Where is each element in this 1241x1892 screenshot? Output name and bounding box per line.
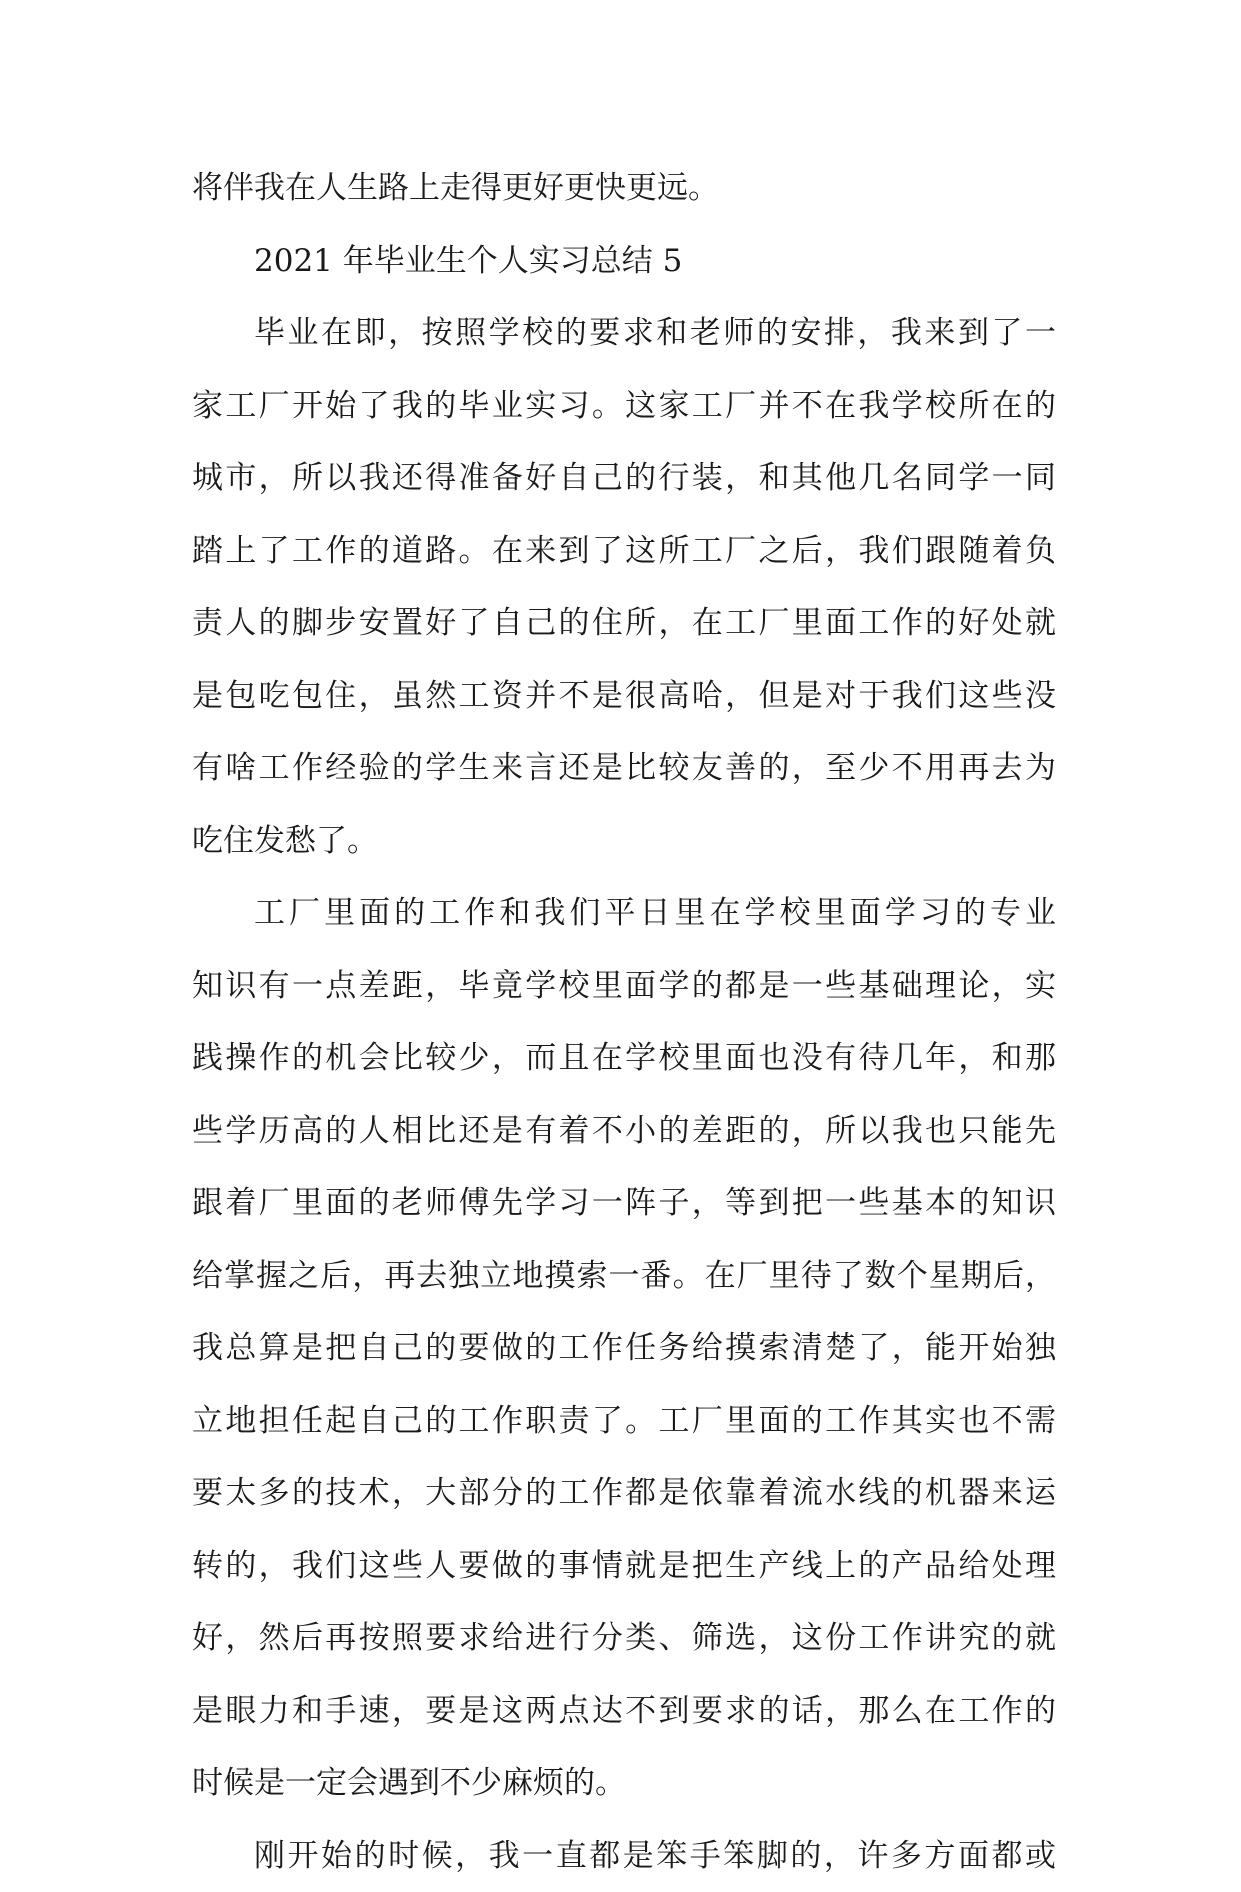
text-line: 给掌握之后，再去独立地摸索一番。在厂里待了数个星期后， [192,1240,1056,1313]
text-line: 将伴我在人生路上走得更好更快更远。 [192,152,1056,225]
text-line: 刚开始的时候，我一直都是笨手笨脚的，许多方面都或 [192,1820,1056,1892]
text-line: 是眼力和手速，要是这两点达不到要求的话，那么在工作的 [192,1675,1056,1748]
heading-line: 2021 年毕业生个人实习总结 5 [192,225,1056,298]
paragraph [192,297,1056,877]
text-line: 是包吃包住，虽然工资并不是很高哈，但是对于我们这些没 [192,660,1056,733]
section-heading [192,225,1056,298]
text-line: 有啥工作经验的学生来言还是比较友善的，至少不用再去为 [192,732,1056,805]
paragraph [192,877,1056,1820]
text-line: 责人的脚步安置好了自己的住所，在工厂里面工作的好处就 [192,587,1056,660]
text-line: 知识有一点差距，毕竟学校里面学的都是一些基础理论，实 [192,950,1056,1023]
text-line: 些学历高的人相比还是有着不小的差距的，所以我也只能先 [192,1095,1056,1168]
text-line: 踏上了工作的道路。在来到了这所工厂之后，我们跟随着负 [192,515,1056,588]
text-line: 好，然后再按照要求给进行分类、筛选，这份工作讲究的就 [192,1602,1056,1675]
paragraph [192,1820,1056,1892]
text-line: 吃住发愁了。 [192,805,1056,878]
text-line: 我总算是把自己的要做的工作任务给摸索清楚了，能开始独 [192,1312,1056,1385]
text-line: 时候是一定会遇到不少麻烦的。 [192,1747,1056,1820]
text-line: 践操作的机会比较少，而且在学校里面也没有待几年，和那 [192,1022,1056,1095]
paragraph-continuation [192,152,1056,225]
text-line: 城市，所以我还得准备好自己的行装，和其他几名同学一同 [192,442,1056,515]
text-line: 立地担任起自己的工作职责了。工厂里面的工作其实也不需 [192,1385,1056,1458]
text-line: 转的，我们这些人要做的事情就是把生产线上的产品给处理 [192,1530,1056,1603]
text-line: 工厂里面的工作和我们平日里在学校里面学习的专业 [192,877,1056,950]
text-line: 跟着厂里面的老师傅先学习一阵子，等到把一些基本的知识 [192,1167,1056,1240]
text-line: 毕业在即，按照学校的要求和老师的安排，我来到了一 [192,297,1056,370]
document-body [192,152,1056,1892]
text-line: 要太多的技术，大部分的工作都是依靠着流水线的机器来运 [192,1457,1056,1530]
text-line: 家工厂开始了我的毕业实习。这家工厂并不在我学校所在的 [192,370,1056,443]
